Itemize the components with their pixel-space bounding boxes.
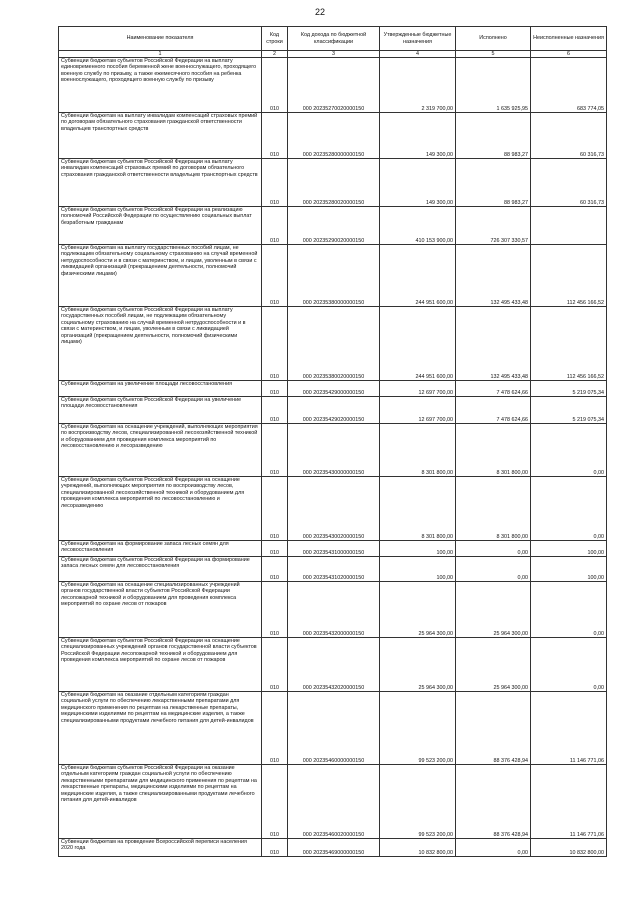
row-executed: 0,00: [456, 557, 531, 582]
row-name: Субвенции бюджетам на формирование запаса лесных семян для лесовосстановления: [59, 541, 262, 557]
row-executed: 132 495 433,48: [456, 245, 531, 307]
row-approved: 100,00: [380, 557, 456, 582]
row-executed: 8 301 800,00: [456, 477, 531, 541]
row-approved: 244 951 600,00: [380, 245, 456, 307]
row-approved: 410 153 900,00: [380, 207, 456, 245]
row-name: Субвенции бюджетам на оснащение учреждений, выполняющих мероприятия по воспроизводству лесов, специализированной лесохозяйственной техникой и оборудованием для проведения комплекса мероприятий по лесовосстановлению и лесоразведению: [59, 424, 262, 477]
row-executed: 88 376 428,94: [456, 692, 531, 765]
row-name: Субвенции бюджетам субъектов Российской Федерации на выплату единовременного пособия беременной жене военнослужащего, проходящего военную службу по призыву, а также ежемесячного пособия на ребенка военнослужащего, проходящего военную службу по призыву: [59, 58, 262, 113]
row-approved: 25 964 300,00: [380, 582, 456, 638]
row-approved: 8 301 800,00: [380, 424, 456, 477]
row-approved: 12 697 700,00: [380, 397, 456, 424]
table-row: [59, 307, 607, 381]
row-approved: 244 951 600,00: [380, 307, 456, 381]
row-unexecuted: 5 219 075,34: [531, 397, 607, 424]
column-number: 5: [456, 51, 531, 58]
row-unexecuted: 0,00: [531, 424, 607, 477]
table-row: [59, 424, 607, 477]
row-executed: 7 478 624,66: [456, 381, 531, 397]
table-row: [59, 113, 607, 159]
table-row: [59, 557, 607, 582]
row-approved: 149 300,00: [380, 113, 456, 159]
row-executed: 0,00: [456, 839, 531, 857]
row-code: 010: [262, 582, 288, 638]
row-unexecuted: [531, 207, 607, 245]
row-executed: 88 376 428,94: [456, 765, 531, 839]
row-code: 010: [262, 692, 288, 765]
table-row: [59, 381, 607, 397]
row-classification: 000 20235460020000150: [288, 765, 380, 839]
row-unexecuted: 11 146 771,06: [531, 692, 607, 765]
row-name: Субвенции бюджетам субъектов Российской Федерации на увеличение площади лесовосстановления: [59, 397, 262, 424]
table-row: [59, 839, 607, 857]
header-unexecuted: Неисполненные назначения: [531, 27, 607, 51]
column-number: 4: [380, 51, 456, 58]
row-approved: 99 523 200,00: [380, 765, 456, 839]
row-code: 010: [262, 245, 288, 307]
row-classification: 000 20235290020000150: [288, 207, 380, 245]
row-unexecuted: 0,00: [531, 638, 607, 692]
page-number: 22: [314, 7, 325, 17]
row-name: Субвенции бюджетам на увеличение площади лесовосстановления: [59, 381, 262, 397]
row-code: 010: [262, 397, 288, 424]
row-name: Субвенции бюджетам субъектов Российской Федерации на реализацию полномочий Российской Федерации по осуществлению социальных выплат безработным гражданам: [59, 207, 262, 245]
row-executed: 132 495 433,48: [456, 307, 531, 381]
row-name: Субвенции бюджетам субъектов Российской Федерации на оказание отдельным категориям граждан социальной услуги по обеспечению лекарственными препаратами для медицинского применения по рецептам на лекарственные препараты, медицинскими изделиями по рецептам на медицинские изделия, а также специализированными продуктами лечебного питания для детей-инвалидов: [59, 765, 262, 839]
table-row: [59, 541, 607, 557]
row-name: Субвенции бюджетам на оказание отдельным категориям граждан социальной услуги по обеспечению лекарственными препаратами для медицинского применения по рецептам на лекарственные препараты, медицинскими изделиями по рецептам на медицинские изделия, а также специализированными продуктами лечебного питания для детей-инвалидов: [59, 692, 262, 765]
table-row: [59, 765, 607, 839]
row-unexecuted: 0,00: [531, 477, 607, 541]
row-executed: 7 478 624,66: [456, 397, 531, 424]
row-executed: 8 301 800,00: [456, 424, 531, 477]
table-row: [59, 58, 607, 113]
row-name: Субвенции бюджетам субъектов Российской Федерации на оснащение учреждений, выполняющих мероприятия по воспроизводству лесов, специализированной лесохозяйственной техникой и оборудованием для проведения комплекса мероприятий по лесовосстановлению и лесоразведению: [59, 477, 262, 541]
row-code: 010: [262, 638, 288, 692]
row-name: Субвенции бюджетам субъектов Российской Федерации на формирование запаса лесных семян для лесовосстановления: [59, 557, 262, 582]
row-unexecuted: 683 774,05: [531, 58, 607, 113]
row-classification: 000 20235430020000150: [288, 477, 380, 541]
row-approved: 99 523 200,00: [380, 692, 456, 765]
row-executed: 1 635 925,95: [456, 58, 531, 113]
row-classification: 000 20235431000000150: [288, 541, 380, 557]
row-executed: 25 964 300,00: [456, 582, 531, 638]
row-classification: 000 20235429000000150: [288, 381, 380, 397]
column-number: 6: [531, 51, 607, 58]
row-code: 010: [262, 424, 288, 477]
budget-execution-table: [58, 26, 607, 857]
row-approved: 12 697 700,00: [380, 381, 456, 397]
row-unexecuted: 10 832 800,00: [531, 839, 607, 857]
row-executed: 25 964 300,00: [456, 638, 531, 692]
row-classification: 000 20235460000000150: [288, 692, 380, 765]
table-row: [59, 207, 607, 245]
row-classification: 000 20235270020000150: [288, 58, 380, 113]
row-name: Субвенции бюджетам субъектов Российской Федерации на выплату государственных пособий лицам, не подлежащим обязательному социальному страхованию на случай временной нетрудоспособности и в связи с материнством, и лицам, уволенным в связи с ликвидацией организаций (прекращением деятельности, полномочий физическими лицами): [59, 307, 262, 381]
table-row: [59, 638, 607, 692]
row-executed: 726 307 330,57: [456, 207, 531, 245]
row-unexecuted: 100,00: [531, 541, 607, 557]
row-approved: 10 832 800,00: [380, 839, 456, 857]
row-executed: 0,00: [456, 541, 531, 557]
header-approved: Утвержденные бюджетные назначения: [380, 27, 456, 51]
table-row: [59, 397, 607, 424]
row-code: 010: [262, 207, 288, 245]
row-code: 010: [262, 159, 288, 207]
row-unexecuted: 100,00: [531, 557, 607, 582]
row-code: 010: [262, 307, 288, 381]
table-row: [59, 477, 607, 541]
row-classification: 000 20235280000000150: [288, 113, 380, 159]
header-row: [59, 27, 607, 51]
row-name: Субвенции бюджетам на проведение Всероссийской переписи населения 2020 года: [59, 839, 262, 857]
column-number: 1: [59, 51, 262, 58]
header-name: Наименование показателя: [59, 27, 262, 51]
row-classification: 000 20235432020000150: [288, 638, 380, 692]
row-code: 010: [262, 839, 288, 857]
row-unexecuted: 60 316,73: [531, 159, 607, 207]
row-executed: 88 983,27: [456, 113, 531, 159]
row-classification: 000 20235432000000150: [288, 582, 380, 638]
row-classification: 000 20235429020000150: [288, 397, 380, 424]
row-executed: 88 983,27: [456, 159, 531, 207]
row-name: Субвенции бюджетам на оснащение специализированных учреждений органов государственной власти субъектов Российской Федерации лесопожарной техникой и оборудованием для проведения комплекса мероприятий по охране лесов от пожаров: [59, 582, 262, 638]
table-row: [59, 245, 607, 307]
header-executed: Исполнено: [456, 27, 531, 51]
row-name: Субвенции бюджетам на выплату государственных пособий лицам, не подлежащим обязательному социальному страхованию на случай временной нетрудоспособности и в связи с материнством, и лицам, уволенным в связи с ликвидацией организаций (прекращением деятельности, полномочий физическими лицами): [59, 245, 262, 307]
row-unexecuted: 60 316,73: [531, 113, 607, 159]
row-unexecuted: 5 219 075,34: [531, 381, 607, 397]
header-code: Код строки: [262, 27, 288, 51]
row-unexecuted: 112 456 166,52: [531, 307, 607, 381]
row-approved: 2 319 700,00: [380, 58, 456, 113]
row-code: 010: [262, 557, 288, 582]
row-code: 010: [262, 381, 288, 397]
column-number-row: [59, 51, 607, 58]
row-approved: 25 964 300,00: [380, 638, 456, 692]
table-row: [59, 582, 607, 638]
row-approved: 100,00: [380, 541, 456, 557]
row-code: 010: [262, 113, 288, 159]
row-unexecuted: 112 456 166,52: [531, 245, 607, 307]
row-classification: 000 20235280020000150: [288, 159, 380, 207]
column-number: 2: [262, 51, 288, 58]
row-code: 010: [262, 541, 288, 557]
row-code: 010: [262, 477, 288, 541]
row-name: Субвенции бюджетам на выплату инвалидам компенсаций страховых премий по договорам обязательного страхования гражданской ответственности владельцев транспортных средств: [59, 113, 262, 159]
header-classification: Код дохода по бюджетной классификации: [288, 27, 380, 51]
table-row: [59, 159, 607, 207]
row-classification: 000 20235380000000150: [288, 245, 380, 307]
row-code: 010: [262, 765, 288, 839]
row-approved: 8 301 800,00: [380, 477, 456, 541]
row-unexecuted: 0,00: [531, 582, 607, 638]
row-name: Субвенции бюджетам субъектов Российской Федерации на выплату инвалидам компенсаций страховых премий по договорам обязательного страхования гражданской ответственности владельцев транспортных средств: [59, 159, 262, 207]
row-classification: 000 20235380020000150: [288, 307, 380, 381]
row-unexecuted: 11 146 771,06: [531, 765, 607, 839]
column-number: 3: [288, 51, 380, 58]
row-classification: 000 20235430000000150: [288, 424, 380, 477]
row-approved: 149 300,00: [380, 159, 456, 207]
row-classification: 000 20235431020000150: [288, 557, 380, 582]
row-code: 010: [262, 58, 288, 113]
table-row: [59, 692, 607, 765]
row-classification: 000 20235469000000150: [288, 839, 380, 857]
row-name: Субвенции бюджетам субъектов Российской Федерации на оснащение специализированных учреждений органов государственной власти субъектов Российской Федерации лесопожарной техникой и оборудованием для проведения комплекса мероприятий по охране лесов от пожаров: [59, 638, 262, 692]
